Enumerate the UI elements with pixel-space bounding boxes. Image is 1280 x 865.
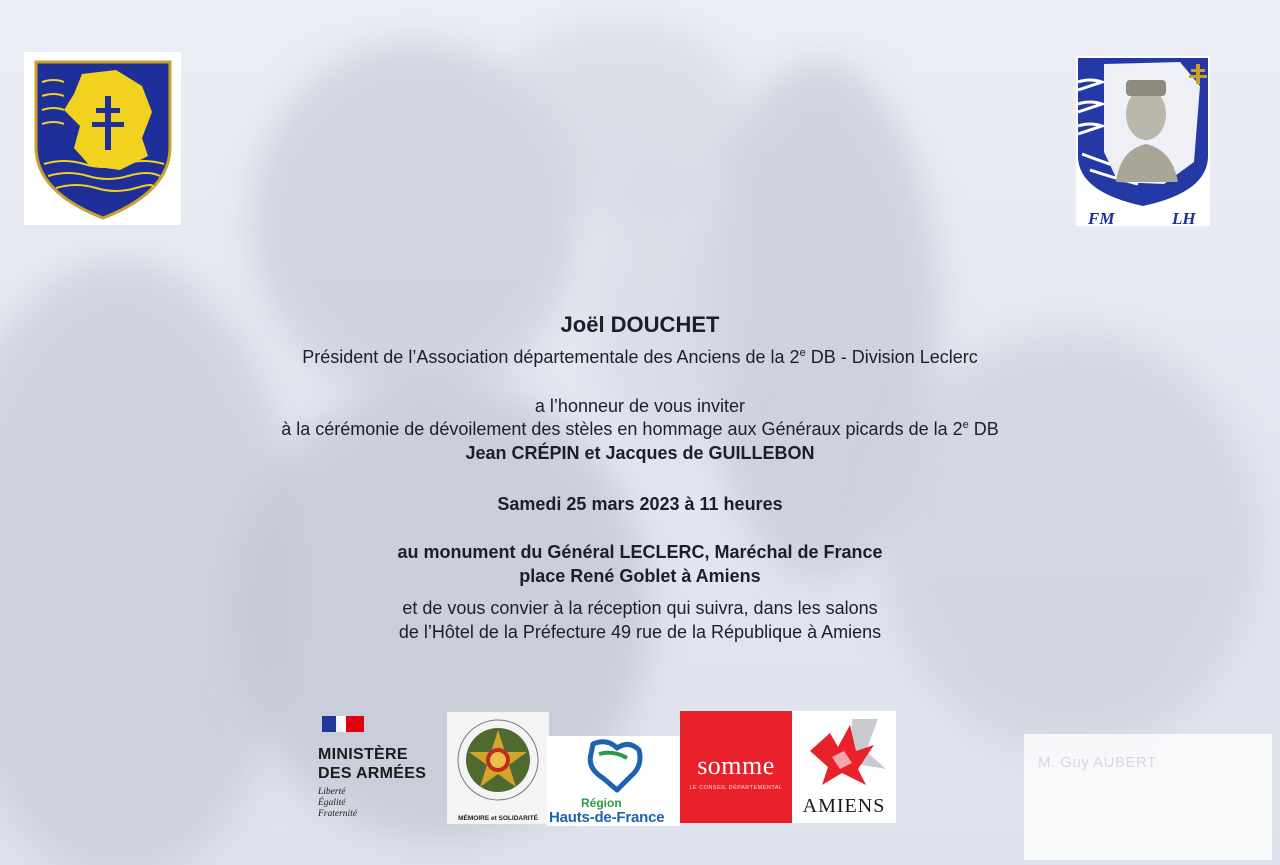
amiens-emblem-icon bbox=[792, 711, 896, 795]
ministere-line-1: MINISTÈRE bbox=[318, 746, 408, 763]
svg-text:FM: FM bbox=[1088, 209, 1115, 228]
amiens-wordmark: AMIENS bbox=[802, 795, 886, 817]
recipient-label bbox=[1024, 734, 1272, 860]
region-map-icon bbox=[547, 736, 680, 798]
somme-subtitle: LE CONSEIL DÉPARTEMENTAL bbox=[689, 785, 783, 791]
fnam-emblem-icon bbox=[447, 712, 549, 808]
region-name: Hauts-de-France bbox=[549, 809, 665, 826]
ordinal-sup: e bbox=[962, 419, 969, 431]
ceremony-text-end: DB bbox=[968, 419, 999, 439]
event-location: au monument du Général LECLERC, Maréchal de France bbox=[397, 542, 883, 562]
host-title-text-end: DB - Division Leclerc bbox=[805, 347, 978, 367]
host-name: Joël DOUCHET bbox=[560, 312, 720, 337]
ministere-des-armees-logo bbox=[318, 714, 448, 824]
ceremony-description bbox=[0, 419, 1280, 440]
region-hauts-de-france-logo bbox=[547, 736, 680, 826]
ministere-line-2: DES ARMÉES bbox=[318, 765, 427, 782]
motto-liberte: Liberté bbox=[318, 787, 346, 797]
event-address: place René Goblet à Amiens bbox=[519, 566, 761, 586]
motto-fraternite: Fraternité bbox=[318, 809, 358, 819]
event-date: Samedi 25 mars 2023 à 11 heures bbox=[497, 494, 783, 514]
host-title bbox=[0, 347, 1280, 368]
region-label: Région bbox=[581, 796, 622, 810]
generals-names: Jean CRÉPIN et Jacques de GUILLEBON bbox=[465, 443, 815, 463]
motto-egalite: Égalité bbox=[318, 798, 346, 808]
recipient-name: M. Guy AUBERT bbox=[1038, 754, 1157, 771]
ordinal-sup: e bbox=[799, 347, 806, 359]
reception-line-2: de l’Hôtel de la Préfecture 49 rue de la République à Amiens bbox=[398, 622, 882, 642]
marianne-flag-icon bbox=[318, 714, 372, 734]
somme-wordmark: somme bbox=[697, 751, 775, 780]
fnam-caption: MÉMOIRE et SOLIDARITÉ bbox=[458, 815, 538, 822]
svg-text:LH: LH bbox=[1172, 209, 1196, 228]
ceremony-text: à la cérémonie de dévoilement des stèles en hommage aux Généraux picards de la 2 bbox=[281, 419, 963, 439]
fnam-logo bbox=[447, 712, 549, 824]
somme-conseil-departemental-logo bbox=[680, 711, 792, 823]
reception-line-1: et de vous convier à la réception qui suivra, dans les salons bbox=[402, 598, 878, 618]
invitation-intro: a l’honneur de vous inviter bbox=[534, 396, 746, 416]
de-gaulle-shield-icon bbox=[1068, 52, 1218, 232]
amiens-logo bbox=[792, 711, 896, 823]
2e-db-shield-icon bbox=[24, 52, 181, 225]
host-title-text: Président de l’Association départementale des Anciens de la 2 bbox=[302, 347, 800, 367]
